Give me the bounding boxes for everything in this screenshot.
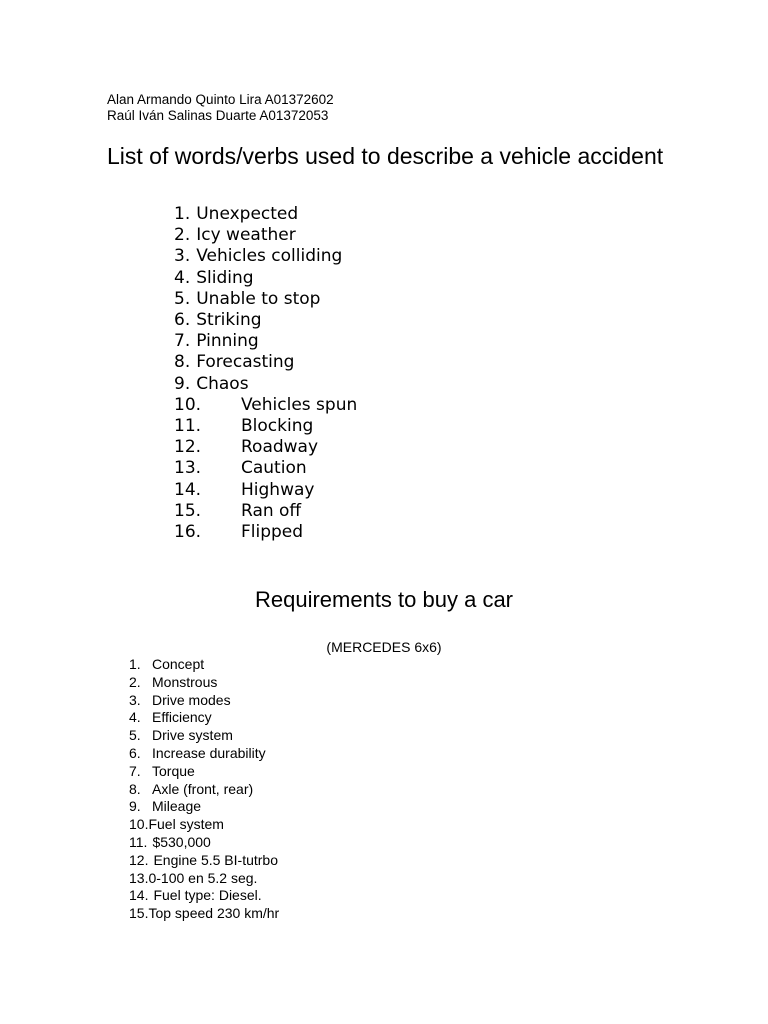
- item-text: Blocking: [241, 416, 314, 437]
- item-text: Monstrous: [152, 673, 218, 690]
- item-text: Chaos: [196, 373, 249, 394]
- item-text: Caution: [241, 458, 307, 479]
- item-number: 7.: [129, 762, 141, 779]
- item-text: Icy weather: [196, 225, 296, 246]
- list-item: [174, 225, 357, 246]
- item-number: 15.: [129, 905, 149, 922]
- list-item: [174, 416, 357, 437]
- item-number: 7.: [174, 331, 191, 352]
- item-text: Pinning: [196, 331, 259, 352]
- item-text: Fuel system: [148, 816, 224, 833]
- item-number: 12.: [174, 437, 202, 458]
- item-number: 8.: [174, 352, 191, 373]
- list-item: [174, 204, 357, 225]
- item-number: 5.: [129, 727, 141, 744]
- item-number: 6.: [174, 310, 191, 331]
- item-text: Highway: [241, 479, 315, 500]
- list-item: [129, 692, 279, 710]
- item-number: 14.: [174, 479, 202, 500]
- list-item: [174, 289, 357, 310]
- list-item: [129, 745, 279, 763]
- accident-words-list: [174, 204, 357, 543]
- item-number: 5.: [174, 288, 191, 309]
- item-text: Unable to stop: [196, 288, 321, 309]
- item-text: Flipped: [241, 522, 304, 543]
- item-number: 13.: [129, 869, 149, 886]
- item-text: Efficiency: [152, 709, 212, 726]
- item-text: Vehicles spun: [241, 394, 358, 415]
- item-number: 4.: [129, 709, 141, 726]
- item-number: 3.: [129, 691, 141, 708]
- list-item: [129, 887, 279, 905]
- list-item: [129, 709, 279, 727]
- list-item: [129, 798, 279, 816]
- item-number: 9.: [174, 373, 191, 394]
- list-item: [174, 501, 357, 522]
- list-item: [174, 395, 357, 416]
- list-item: [174, 522, 357, 543]
- item-text: Unexpected: [196, 204, 299, 224]
- list-item: [129, 674, 279, 692]
- item-number: 3.: [174, 246, 191, 267]
- author-name: Alan Armando Quinto Lira A01372602: [107, 92, 334, 107]
- list-item: [174, 352, 357, 373]
- item-text: Ran off: [241, 500, 302, 521]
- item-text: Vehicles colliding: [196, 246, 343, 267]
- item-number: 8.: [129, 780, 141, 797]
- item-text: Fuel type: Diesel.: [153, 887, 262, 904]
- item-number: 14.: [129, 887, 149, 904]
- item-text: Torque: [152, 762, 195, 779]
- list-item: [174, 437, 357, 458]
- item-text: Concept: [152, 656, 205, 672]
- item-number: 11.: [174, 416, 202, 437]
- list-item: [174, 480, 357, 501]
- section2-title: Requirements to buy a car: [254, 587, 514, 612]
- list-item: [129, 781, 279, 799]
- item-text: $530,000: [152, 833, 211, 850]
- list-item: [129, 656, 279, 674]
- item-text: 0-100 en 5.2 seg.: [148, 869, 258, 886]
- item-number: 6.: [129, 744, 141, 761]
- list-item: [129, 852, 279, 870]
- car-requirements-list: [129, 656, 279, 923]
- item-number: 10.: [129, 816, 149, 833]
- item-number: 10.: [174, 394, 202, 415]
- item-number: 15.: [174, 500, 202, 521]
- item-number: 2.: [129, 673, 141, 690]
- list-item: [129, 816, 279, 834]
- list-item: [174, 374, 357, 395]
- list-item: [129, 763, 279, 781]
- list-item: [129, 727, 279, 745]
- list-item: [174, 458, 357, 479]
- authors-block: [107, 92, 334, 124]
- item-number: 13.: [174, 458, 202, 479]
- item-text: Engine 5.5 BI-tutrbo: [153, 851, 278, 868]
- list-item: [129, 870, 279, 888]
- section1-title: List of words/verbs used to describe a vehicle accident: [107, 143, 664, 169]
- item-text: Forecasting: [196, 352, 295, 373]
- item-number: 9.: [129, 798, 141, 815]
- item-number: 2.: [174, 225, 191, 246]
- author-name: Raúl Iván Salinas Duarte A01372053: [107, 108, 329, 123]
- item-number: 16.: [174, 522, 202, 543]
- item-text: Mileage: [152, 798, 202, 815]
- list-item: [129, 834, 279, 852]
- section2-subtitle: (MERCEDES 6x6): [326, 639, 442, 655]
- item-text: Drive system: [152, 727, 233, 744]
- item-number: 4.: [174, 267, 191, 288]
- list-item: [174, 310, 357, 331]
- item-text: Top speed 230 km/hr: [148, 905, 280, 922]
- item-text: Sliding: [196, 267, 254, 288]
- item-number: 12.: [129, 851, 149, 868]
- list-item: [129, 905, 279, 923]
- item-text: Drive modes: [152, 691, 231, 708]
- item-text: Axle (front, rear): [152, 780, 254, 797]
- item-text: Increase durability: [152, 744, 266, 761]
- item-text: Roadway: [241, 437, 319, 458]
- list-item: [174, 246, 357, 267]
- item-number: 1.: [129, 656, 141, 672]
- item-number: 11.: [129, 833, 148, 850]
- item-number: 1.: [174, 204, 191, 224]
- item-text: Striking: [196, 310, 262, 331]
- list-item: [174, 268, 357, 289]
- list-item: [174, 331, 357, 352]
